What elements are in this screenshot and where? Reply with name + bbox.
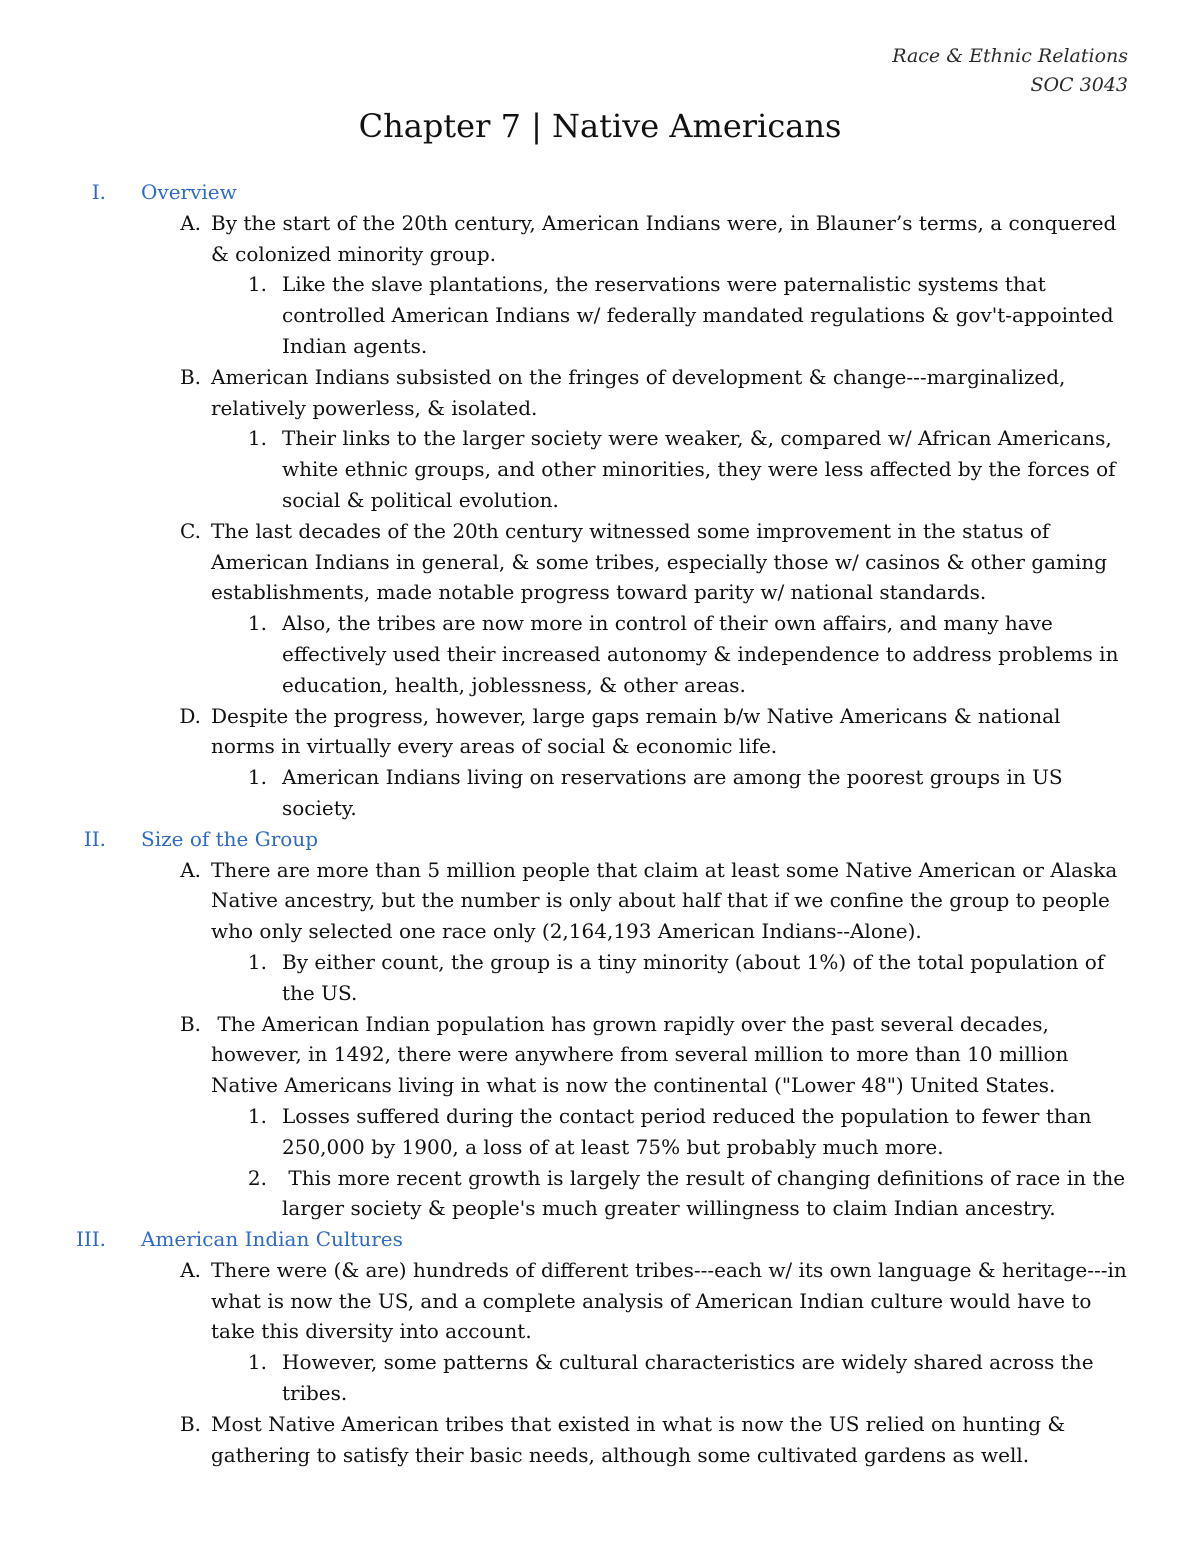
outline-item: [0, 1409, 1200, 1471]
outline-item: [0, 701, 1200, 763]
sub-item-text: However, some patterns & cultural characteristics are widely shared across the tribes.: [282, 1350, 1094, 1406]
section-heading: [0, 1224, 1200, 1255]
sub-item-text: Also, the tribes are now more in control of their own affairs, and many have effectively used their increased autonomy & independence to address problems in education, health, joblessness, & other areas.: [282, 611, 1119, 697]
course-code: SOC 3043: [1030, 74, 1128, 96]
item-text: American Indians subsisted on the fringes of development & change---marginalized, relatively powerless, & isolated.: [211, 364, 1066, 420]
sub-item: [0, 1163, 1200, 1225]
course-name: Race & Ethnic Relations: [892, 45, 1128, 67]
document-title: Chapter 7 | Native Americans: [358, 107, 842, 145]
sub-item: [0, 762, 1200, 824]
page-header: [892, 42, 1128, 100]
item-label: B.: [179, 1411, 201, 1436]
sub-item-text: Like the slave plantations, the reservations were paternalistic systems that controlled American Indians w/ federally mandated regulations & gov't-appointed Indian agents.: [282, 272, 1114, 358]
sub-item: [0, 269, 1200, 361]
section-number: III.: [75, 1227, 106, 1252]
sub-item-text: American Indians living on reservations are among the poorest groups in US society.: [282, 765, 1063, 820]
outline-item: [0, 362, 1200, 424]
section-number: I.: [91, 180, 106, 204]
item-text: By the start of the 20th century, American Indians were, in Blauner’s terms, a conquered & colonized minority group.: [211, 210, 1117, 266]
item-text: The American Indian population has grown rapidly over the past several decades, however, in 1492, there were anywhere from several million to more than 10 million Native Americans living in what is now the continental ("Lower 48") United States.: [211, 1011, 1075, 1098]
section-heading: [0, 177, 1200, 208]
sub-item-text: Losses suffered during the contact period reduced the population to fewer than 250,000 by 1900, a loss of at least 75% but probably much more.: [282, 1103, 1092, 1159]
sub-item-label: 1.: [247, 1103, 267, 1128]
item-text: The last decades of the 20th century witnessed some improvement in the status of American Indians in general, & some tribes, especially those w/ casinos & other gaming establishments, made notable progress toward parity w/ national standards.: [211, 518, 1108, 605]
sub-item: [0, 1347, 1200, 1409]
item-label: C.: [180, 518, 201, 543]
section-title: Overview: [141, 180, 237, 204]
item-label: A.: [180, 1257, 201, 1282]
section-number: II.: [83, 826, 106, 851]
section-title: Size of the Group: [141, 826, 319, 851]
sub-item-label: 2.: [247, 1165, 267, 1190]
sub-item: [0, 423, 1200, 515]
outline: [0, 177, 1200, 1470]
outline-item: [0, 1255, 1200, 1347]
item-text: There were (& are) hundreds of different tribes---each w/ its own language & heritage---in what is now the US, and a complete analysis of American Indian culture would have to take this diversity into account.: [211, 1257, 1127, 1344]
sub-item-text: Their links to the larger society were weaker, &, compared w/ African Americans, white ethnic groups, and other minorities, they were less affected by the forces of social & political evolution.: [282, 426, 1116, 512]
sub-item: [0, 1101, 1200, 1163]
item-label: A.: [180, 857, 201, 882]
item-text: Most Native American tribes that existed in what is now the US relied on hunting & gathering to satisfy their basic needs, although some cultivated gardens as well.: [211, 1411, 1066, 1467]
sub-item-label: 1.: [247, 272, 267, 297]
section-heading: [0, 824, 1200, 855]
sub-item: [0, 947, 1200, 1009]
sub-item-text: By either count, the group is a tiny minority (about 1%) of the total population of the US.: [282, 949, 1105, 1005]
sub-item-text: This more recent growth is largely the result of changing definitions of race in the larger society & people's much greater willingness to claim Indian ancestry.: [282, 1165, 1132, 1221]
outline-item: [0, 516, 1200, 608]
item-text: Despite the progress, however, large gaps remain b/w Native Americans & national norms in virtually every areas of social & economic life.: [211, 703, 1061, 759]
sub-item-label: 1.: [247, 611, 267, 636]
sub-item-label: 1.: [247, 1350, 267, 1375]
sub-item-label: 1.: [247, 765, 267, 790]
sub-item-label: 1.: [247, 949, 267, 974]
outline-item: [0, 855, 1200, 947]
item-label: B.: [179, 1011, 201, 1036]
item-text: There are more than 5 million people that claim at least some Native American or Alaska Native ancestry, but the number is only about half that if we confine the group to people who only selected one race only (2,164,193 American Indians--Alone).: [211, 857, 1118, 944]
outline-item: [0, 1009, 1200, 1101]
item-label: B.: [179, 364, 201, 389]
item-label: A.: [180, 210, 201, 235]
section-title: American Indian Cultures: [141, 1227, 403, 1252]
outline-item: [0, 208, 1200, 270]
item-label: D.: [179, 703, 201, 728]
sub-item: [0, 608, 1200, 700]
sub-item-label: 1.: [247, 426, 267, 451]
